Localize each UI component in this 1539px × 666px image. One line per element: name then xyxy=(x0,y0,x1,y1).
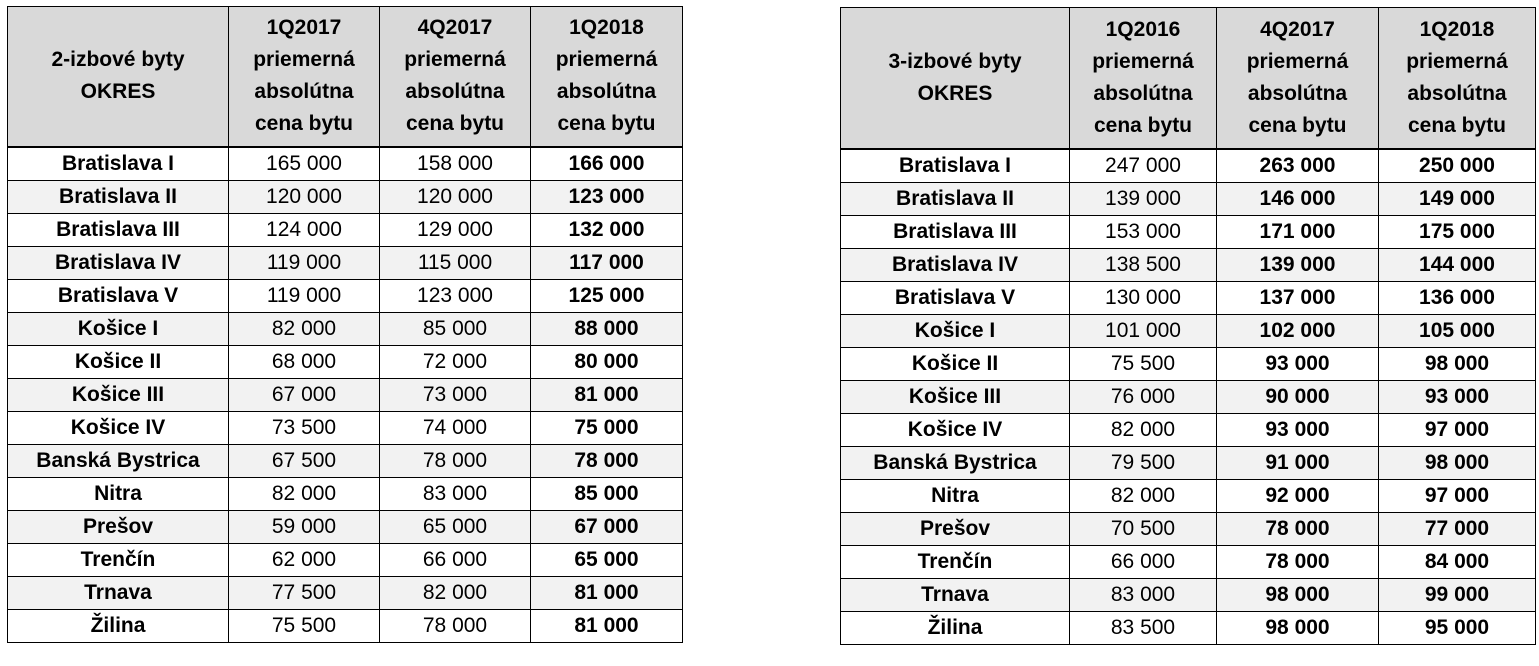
value-cell: 67 000 xyxy=(531,510,683,543)
district-cell: Trenčín xyxy=(8,543,229,576)
value-cell: 65 000 xyxy=(380,510,531,543)
value-cell: 83 000 xyxy=(380,477,531,510)
value-cell: 90 000 xyxy=(1217,380,1379,413)
column-header-1q2018: 1Q2018 priemerná absolútna cena bytu xyxy=(1379,8,1536,149)
value-cell: 76 000 xyxy=(1070,380,1217,413)
value-cell: 81 000 xyxy=(531,609,683,642)
value-cell: 136 000 xyxy=(1379,281,1536,314)
value-cell: 81 000 xyxy=(531,378,683,411)
table-header-row xyxy=(8,7,683,147)
district-cell: Košice II xyxy=(8,345,229,378)
district-cell: Košice IV xyxy=(8,411,229,444)
value-cell: 88 000 xyxy=(531,312,683,345)
district-cell: Žilina xyxy=(8,609,229,642)
value-cell: 139 000 xyxy=(1217,248,1379,281)
table-row xyxy=(8,213,683,246)
district-cell: Košice I xyxy=(8,312,229,345)
value-cell: 78 000 xyxy=(380,609,531,642)
district-column-header: 2-izbové byty OKRES xyxy=(8,7,229,147)
table-row xyxy=(841,578,1536,611)
value-cell: 95 000 xyxy=(1379,611,1536,644)
district-cell: Bratislava V xyxy=(8,279,229,312)
district-cell: Košice III xyxy=(841,380,1070,413)
value-cell: 84 000 xyxy=(1379,545,1536,578)
value-cell: 82 000 xyxy=(229,312,380,345)
value-cell: 123 000 xyxy=(531,180,683,213)
table-row xyxy=(8,279,683,312)
value-cell: 81 000 xyxy=(531,576,683,609)
district-cell: Nitra xyxy=(8,477,229,510)
district-cell: Prešov xyxy=(841,512,1070,545)
value-cell: 119 000 xyxy=(229,246,380,279)
price-table-3-room xyxy=(840,7,1536,645)
table-row xyxy=(8,312,683,345)
value-cell: 66 000 xyxy=(380,543,531,576)
table-row xyxy=(841,314,1536,347)
value-cell: 98 000 xyxy=(1217,578,1379,611)
table-row xyxy=(841,512,1536,545)
table-row xyxy=(841,215,1536,248)
value-cell: 75 000 xyxy=(531,411,683,444)
district-cell: Bratislava II xyxy=(841,182,1070,215)
table-row xyxy=(8,510,683,543)
table-row xyxy=(841,380,1536,413)
value-cell: 92 000 xyxy=(1217,479,1379,512)
district-cell: Banská Bystrica xyxy=(8,444,229,477)
table-row xyxy=(841,545,1536,578)
value-cell: 175 000 xyxy=(1379,215,1536,248)
table-row xyxy=(8,411,683,444)
district-cell: Nitra xyxy=(841,479,1070,512)
value-cell: 171 000 xyxy=(1217,215,1379,248)
value-cell: 250 000 xyxy=(1379,149,1536,183)
value-cell: 247 000 xyxy=(1070,149,1217,183)
district-cell: Košice I xyxy=(841,314,1070,347)
district-cell: Bratislava III xyxy=(841,215,1070,248)
table-row xyxy=(8,246,683,279)
value-cell: 165 000 xyxy=(229,147,380,181)
value-cell: 139 000 xyxy=(1070,182,1217,215)
value-cell: 70 500 xyxy=(1070,512,1217,545)
table-row xyxy=(841,347,1536,380)
value-cell: 67 500 xyxy=(229,444,380,477)
value-cell: 83 500 xyxy=(1070,611,1217,644)
district-cell: Košice II xyxy=(841,347,1070,380)
value-cell: 153 000 xyxy=(1070,215,1217,248)
table-row xyxy=(8,543,683,576)
value-cell: 120 000 xyxy=(229,180,380,213)
value-cell: 101 000 xyxy=(1070,314,1217,347)
table-row xyxy=(841,479,1536,512)
value-cell: 75 500 xyxy=(1070,347,1217,380)
value-cell: 120 000 xyxy=(380,180,531,213)
value-cell: 138 500 xyxy=(1070,248,1217,281)
district-cell: Banská Bystrica xyxy=(841,446,1070,479)
value-cell: 79 500 xyxy=(1070,446,1217,479)
value-cell: 72 000 xyxy=(380,345,531,378)
value-cell: 93 000 xyxy=(1217,413,1379,446)
value-cell: 74 000 xyxy=(380,411,531,444)
value-cell: 83 000 xyxy=(1070,578,1217,611)
value-cell: 93 000 xyxy=(1217,347,1379,380)
value-cell: 124 000 xyxy=(229,213,380,246)
table-row xyxy=(8,444,683,477)
value-cell: 97 000 xyxy=(1379,413,1536,446)
district-cell: Prešov xyxy=(8,510,229,543)
value-cell: 82 000 xyxy=(229,477,380,510)
value-cell: 82 000 xyxy=(380,576,531,609)
district-cell: Bratislava II xyxy=(8,180,229,213)
table-row xyxy=(841,248,1536,281)
table-row xyxy=(8,609,683,642)
value-cell: 146 000 xyxy=(1217,182,1379,215)
value-cell: 78 000 xyxy=(531,444,683,477)
value-cell: 77 500 xyxy=(229,576,380,609)
value-cell: 85 000 xyxy=(531,477,683,510)
column-header-4q2017: 4Q2017 priemerná absolútna cena bytu xyxy=(380,7,531,147)
column-header-4q2017: 4Q2017 priemerná absolútna cena bytu xyxy=(1217,8,1379,149)
table-row xyxy=(8,477,683,510)
value-cell: 263 000 xyxy=(1217,149,1379,183)
value-cell: 78 000 xyxy=(1217,545,1379,578)
value-cell: 67 000 xyxy=(229,378,380,411)
value-cell: 102 000 xyxy=(1217,314,1379,347)
district-cell: Košice III xyxy=(8,378,229,411)
value-cell: 82 000 xyxy=(1070,413,1217,446)
value-cell: 105 000 xyxy=(1379,314,1536,347)
district-cell: Bratislava IV xyxy=(8,246,229,279)
table-row xyxy=(841,446,1536,479)
district-cell: Žilina xyxy=(841,611,1070,644)
value-cell: 65 000 xyxy=(531,543,683,576)
value-cell: 129 000 xyxy=(380,213,531,246)
value-cell: 166 000 xyxy=(531,147,683,181)
price-table-2-room xyxy=(7,6,683,643)
value-cell: 117 000 xyxy=(531,246,683,279)
value-cell: 99 000 xyxy=(1379,578,1536,611)
value-cell: 85 000 xyxy=(380,312,531,345)
table-row xyxy=(8,180,683,213)
value-cell: 125 000 xyxy=(531,279,683,312)
value-cell: 66 000 xyxy=(1070,545,1217,578)
district-column-header: 3-izbové byty OKRES xyxy=(841,8,1070,149)
district-cell: Bratislava I xyxy=(841,149,1070,183)
value-cell: 73 500 xyxy=(229,411,380,444)
value-cell: 144 000 xyxy=(1379,248,1536,281)
column-header-1q2018: 1Q2018 priemerná absolútna cena bytu xyxy=(531,7,683,147)
value-cell: 75 500 xyxy=(229,609,380,642)
value-cell: 137 000 xyxy=(1217,281,1379,314)
district-cell: Trnava xyxy=(8,576,229,609)
district-cell: Košice IV xyxy=(841,413,1070,446)
table-header-row xyxy=(841,8,1536,149)
table-row xyxy=(841,413,1536,446)
column-header-1q2017: 1Q2017 priemerná absolútna cena bytu xyxy=(229,7,380,147)
district-cell: Bratislava V xyxy=(841,281,1070,314)
value-cell: 98 000 xyxy=(1217,611,1379,644)
value-cell: 82 000 xyxy=(1070,479,1217,512)
table-row xyxy=(8,378,683,411)
value-cell: 98 000 xyxy=(1379,446,1536,479)
value-cell: 78 000 xyxy=(380,444,531,477)
table-row xyxy=(8,345,683,378)
value-cell: 77 000 xyxy=(1379,512,1536,545)
value-cell: 62 000 xyxy=(229,543,380,576)
value-cell: 73 000 xyxy=(380,378,531,411)
value-cell: 93 000 xyxy=(1379,380,1536,413)
value-cell: 97 000 xyxy=(1379,479,1536,512)
value-cell: 59 000 xyxy=(229,510,380,543)
table-row xyxy=(841,149,1536,183)
value-cell: 119 000 xyxy=(229,279,380,312)
value-cell: 123 000 xyxy=(380,279,531,312)
table-row xyxy=(841,611,1536,644)
table-row xyxy=(8,147,683,181)
district-cell: Bratislava III xyxy=(8,213,229,246)
table-row xyxy=(8,576,683,609)
table-row xyxy=(841,182,1536,215)
value-cell: 80 000 xyxy=(531,345,683,378)
value-cell: 149 000 xyxy=(1379,182,1536,215)
district-cell: Bratislava I xyxy=(8,147,229,181)
value-cell: 130 000 xyxy=(1070,281,1217,314)
value-cell: 115 000 xyxy=(380,246,531,279)
value-cell: 78 000 xyxy=(1217,512,1379,545)
value-cell: 132 000 xyxy=(531,213,683,246)
value-cell: 158 000 xyxy=(380,147,531,181)
column-header-1q2016: 1Q2016 priemerná absolútna cena bytu xyxy=(1070,8,1217,149)
district-cell: Bratislava IV xyxy=(841,248,1070,281)
table-row xyxy=(841,281,1536,314)
value-cell: 98 000 xyxy=(1379,347,1536,380)
district-cell: Trenčín xyxy=(841,545,1070,578)
value-cell: 91 000 xyxy=(1217,446,1379,479)
district-cell: Trnava xyxy=(841,578,1070,611)
value-cell: 68 000 xyxy=(229,345,380,378)
